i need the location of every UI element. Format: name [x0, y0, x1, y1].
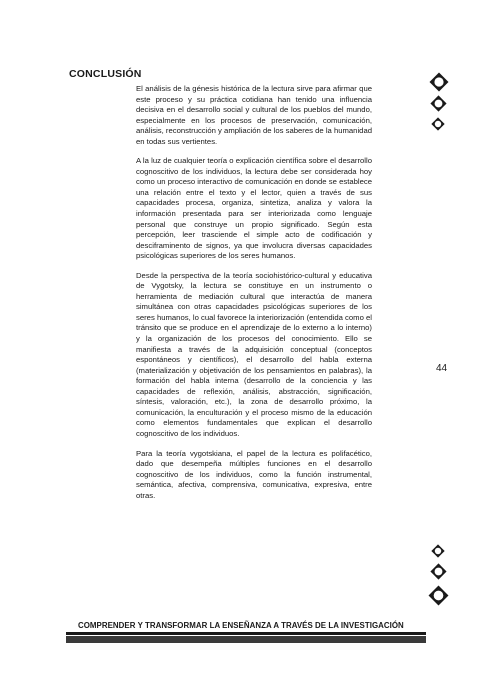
diamond-ring-icon	[430, 563, 447, 580]
diamond-ring-icon	[429, 72, 449, 92]
paragraph-3: Desde la perspectiva de la teoría sociohistórico-cultural y educativa de Vygotsky, la lectura se constituye en un instrumento o herramienta de mediación cultural que interactúa de manera simultánea con otras capacidades psicológicas superiores de los seres humanos, lo cual favorece la interiorización (entendida como el tránsito que se produce en el aprendizaje de lo externo a lo interno) y la organización de los procesos del conocimiento. Ello se manifiesta a través de la adquisición conceptual (conceptos espontáneos y científicos), el desarrollo del habla externa (materialización y objetivación de los pensamientos en palabras), la formación del habla interna (desarrollo de la conciencia y las capacidades de reflexión, análisis, abstracción, significación, síntesis, valoración, etc.), la zona de desarrollo próximo, la comunicación, la enculturación y el proceso mismo de la educación como elementos fundamentales que explican el desarrollo cognoscitivo de los individuos.	[136, 270, 372, 438]
footer-bar	[66, 636, 426, 643]
diamond-ring-icon	[430, 95, 447, 112]
diamond-ring-icon	[431, 117, 445, 131]
paragraph-2: A la luz de cualquier teoría o explicación científica sobre el desarrollo cognoscitivo de los individuos, la lectura debe ser considerada hoy como un proceso interactivo de comunicación en donde se establece una relación entre el texto y el lector, quien a través de sus capacidades procesa, organiza, sintetiza, analiza y valora la información presentada para ser interiorizada como lenguaje personal que construye un propio significado. Según esta percepción, leer trasciende el simple acto de codificación y desciframinento de signos, ya que involucra diversas capacidades psicológicas superiores de los seres humanos.	[136, 156, 372, 261]
paragraph-4: Para la teoría vygotskiana, el papel de la lectura es polifacético, dado que desempeña múltiples funciones en el desarrollo cognoscitivo de los individuos, como la función instrumental, semántica, afectiva, comprensiva, comunicativa, expresiva, entre otras.	[136, 448, 372, 500]
body-text	[136, 84, 372, 510]
page-number: 44	[436, 363, 448, 374]
paragraph-1: El análisis de la génesis histórica de la lectura sirve para afirmar que este proceso y su práctica cotidiana han tenido una influencia decisiva en el desarrollo social y cultural de los pueblos del mundo, especialmente en los procesos de preservación, comunicación, análisis, reconstrucción y ampliación de los saberes de la humanidad en todas sus vertientes.	[136, 84, 372, 146]
diamond-ring-icon	[431, 544, 445, 558]
footer-rule	[66, 632, 426, 635]
section-heading: CONCLUSIÓN	[69, 68, 142, 80]
footer-title: COMPRENDER Y TRANSFORMAR LA ENSEÑANZA A TRAVÉS DE LA INVESTIGACIÓN	[78, 621, 404, 630]
diamond-ring-icon	[428, 585, 449, 606]
